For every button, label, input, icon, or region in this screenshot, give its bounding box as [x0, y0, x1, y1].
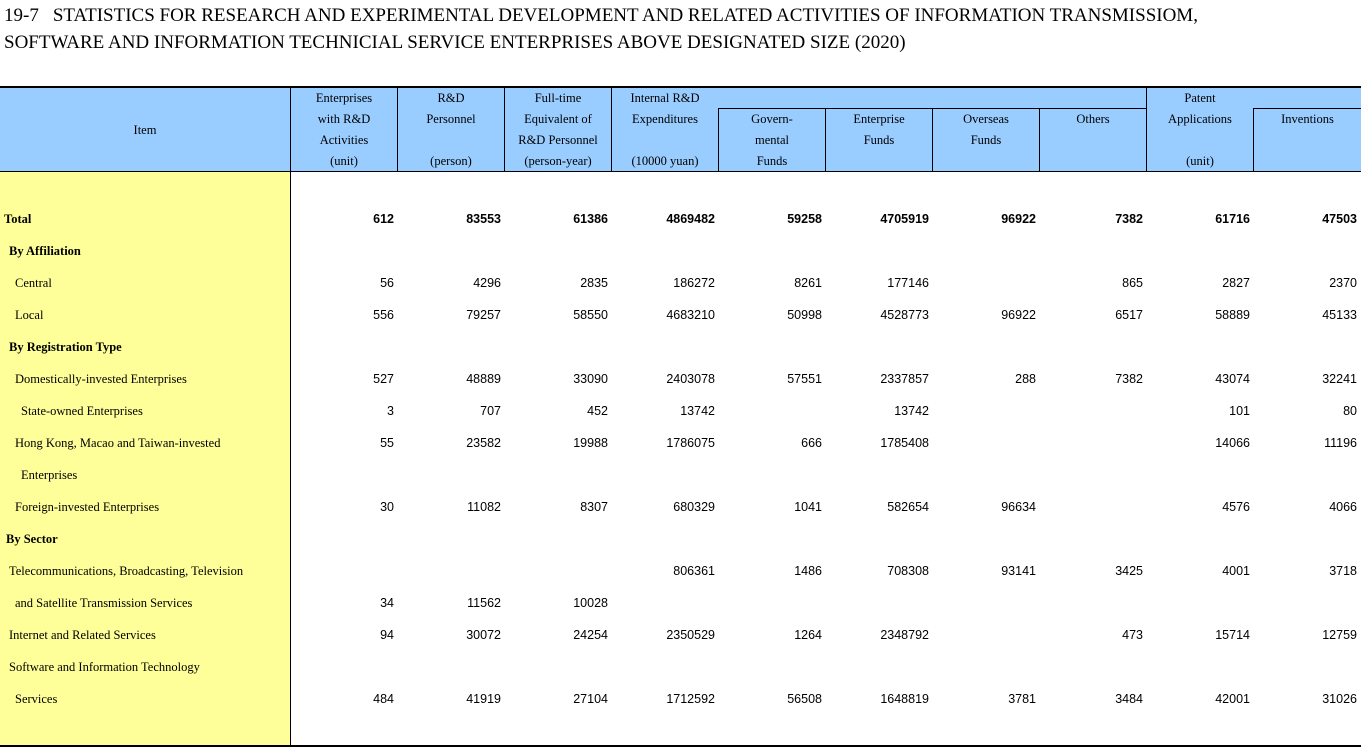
- cell-others: 3425: [1115, 564, 1143, 578]
- row-label: By Registration Type: [9, 340, 122, 354]
- table-row: [0, 235, 1361, 267]
- table-bottom-rule: [0, 745, 1361, 747]
- row-label: Domestically-invested Enterprises: [15, 372, 187, 386]
- cell-enterprises: 484: [373, 692, 394, 706]
- row-label: Local: [15, 308, 44, 322]
- header-others: Others: [1076, 112, 1110, 126]
- cell-inventions: 3718: [1329, 564, 1357, 578]
- cell-inventions: 47503: [1322, 212, 1357, 226]
- cell-others: 7382: [1115, 372, 1143, 386]
- cell-enterprise-funds: 4528773: [880, 308, 929, 322]
- table-row: [0, 331, 1361, 363]
- cell-full-time-equivalent: 8307: [580, 500, 608, 514]
- cell-rd-personnel: 11562: [467, 596, 501, 610]
- cell-rd-personnel: 11082: [467, 500, 501, 514]
- cell-governmental-funds: 1264: [794, 628, 822, 642]
- row-label: By Affiliation: [9, 244, 81, 258]
- cell-enterprise-funds: 4705919: [880, 212, 929, 226]
- cell-enterprise-funds: 2337857: [880, 372, 929, 386]
- cell-governmental-funds: 8261: [794, 276, 822, 290]
- header-enterprises: Enterprises with R&D Activities (unit): [315, 91, 373, 168]
- cell-enterprises: 3: [387, 404, 394, 418]
- cell-governmental-funds: 666: [801, 436, 822, 450]
- cell-overseas-funds: 3781: [1008, 692, 1036, 706]
- cell-internal-expenditures: 1712592: [666, 692, 715, 706]
- cell-inventions: 45133: [1322, 308, 1357, 322]
- row-label: Enterprises: [21, 468, 78, 482]
- cell-inventions: 11196: [1324, 436, 1357, 450]
- header-overseas-funds: Overseas Funds: [963, 112, 1009, 147]
- cell-full-time-equivalent: 58550: [573, 308, 608, 322]
- cell-others: 6517: [1115, 308, 1143, 322]
- header-patent-applications: Patent Applications (unit): [1168, 91, 1232, 168]
- row-label: Services: [15, 692, 58, 706]
- header-internal-expenditures: Internal R&D Expenditures (10000 yuan): [630, 91, 700, 168]
- cell-internal-expenditures: 13742: [680, 404, 715, 418]
- cell-patent-applications: 42001: [1215, 692, 1250, 706]
- table-row: [0, 459, 1361, 491]
- cell-internal-expenditures: 2403078: [666, 372, 715, 386]
- row-label: Central: [15, 276, 52, 290]
- cell-enterprises: 612: [373, 212, 394, 226]
- cell-patent-applications: 61716: [1215, 212, 1250, 226]
- header-full-time-equivalent: Full-time Equivalent of R&D Personnel (person-year): [518, 91, 598, 168]
- cell-governmental-funds: 56508: [787, 692, 822, 706]
- cell-enterprise-funds: 582654: [887, 500, 929, 514]
- cell-governmental-funds: 1041: [794, 500, 822, 514]
- table-row: [0, 683, 1361, 715]
- cell-overseas-funds: 288: [1015, 372, 1036, 386]
- cell-governmental-funds: 1486: [794, 564, 822, 578]
- cell-full-time-equivalent: 10028: [573, 596, 608, 610]
- cell-rd-personnel: 4296: [473, 276, 501, 290]
- cell-internal-expenditures: 1786075: [666, 436, 715, 450]
- table-row: [0, 395, 1361, 427]
- header-governmental-funds: Govern- mental Funds: [751, 112, 793, 168]
- cell-others: 3484: [1115, 692, 1143, 706]
- cell-rd-personnel: 79257: [466, 308, 501, 322]
- cell-patent-applications: 101: [1229, 404, 1250, 418]
- cell-enterprises: 34: [380, 596, 394, 610]
- cell-overseas-funds: 96922: [1001, 308, 1036, 322]
- cell-enterprise-funds: 13742: [894, 404, 929, 418]
- table-row: [0, 427, 1361, 459]
- cell-rd-personnel: 41919: [466, 692, 501, 706]
- cell-patent-applications: 58889: [1215, 308, 1250, 322]
- cell-overseas-funds: 96634: [1001, 500, 1036, 514]
- cell-full-time-equivalent: 452: [587, 404, 608, 418]
- cell-overseas-funds: 96922: [1001, 212, 1036, 226]
- row-label: Total: [4, 212, 32, 226]
- cell-enterprises: 30: [380, 500, 394, 514]
- cell-rd-personnel: 30072: [466, 628, 501, 642]
- table-row: [0, 587, 1361, 619]
- cell-internal-expenditures: 4683210: [666, 308, 715, 322]
- cell-internal-expenditures: 680329: [673, 500, 715, 514]
- table-number: 19-7: [4, 5, 39, 26]
- row-label: Hong Kong, Macao and Taiwan-invested: [15, 436, 221, 450]
- row-label: Software and Information Technology: [9, 660, 200, 674]
- table-row: [0, 523, 1361, 555]
- cell-enterprise-funds: 708308: [887, 564, 929, 578]
- cell-enterprises: 56: [380, 276, 394, 290]
- row-label: Internet and Related Services: [9, 628, 156, 642]
- cell-full-time-equivalent: 27104: [573, 692, 608, 706]
- header-inventions: Inventions: [1281, 112, 1334, 126]
- cell-inventions: 4066: [1329, 500, 1357, 514]
- row-label: Telecommunications, Broadcasting, Television: [9, 564, 244, 578]
- row-label: Foreign-invested Enterprises: [15, 500, 160, 514]
- cell-full-time-equivalent: 24254: [573, 628, 608, 642]
- page-title: [4, 2, 1198, 56]
- cell-patent-applications: 4576: [1222, 500, 1250, 514]
- cell-patent-applications: 43074: [1215, 372, 1250, 386]
- cell-internal-expenditures: 4869482: [666, 212, 715, 226]
- table-row: [0, 555, 1361, 587]
- cell-internal-expenditures: 2350529: [666, 628, 715, 642]
- cell-patent-applications: 15714: [1215, 628, 1250, 642]
- title-line-1: STATISTICS FOR RESEARCH AND EXPERIMENTAL DEVELOPMENT AND RELATED ACTIVITIES OF INFORMATION TRANSMISSIOM,: [52, 5, 1198, 26]
- cell-rd-personnel: 48889: [466, 372, 501, 386]
- cell-rd-personnel: 83553: [466, 212, 501, 226]
- cell-governmental-funds: 59258: [787, 212, 822, 226]
- cell-enterprises: 55: [380, 436, 394, 450]
- cell-rd-personnel: 23582: [466, 436, 501, 450]
- cell-enterprise-funds: 2348792: [880, 628, 929, 642]
- row-label: and Satellite Transmission Services: [15, 596, 193, 610]
- cell-enterprises: 527: [373, 372, 394, 386]
- header-enterprise-funds: Enterprise Funds: [853, 112, 905, 147]
- cell-full-time-equivalent: 2835: [580, 276, 608, 290]
- cell-governmental-funds: 57551: [787, 372, 822, 386]
- statistics-table: [0, 86, 1361, 748]
- cell-others: 7382: [1115, 212, 1143, 226]
- header-item: Item: [133, 123, 157, 137]
- table-row: [0, 651, 1361, 683]
- cell-rd-personnel: 707: [480, 404, 501, 418]
- table-row: [0, 619, 1361, 651]
- table-row: [0, 299, 1361, 331]
- cell-internal-expenditures: 186272: [673, 276, 715, 290]
- header-rd-personnel: R&D Personnel (person): [426, 91, 476, 168]
- cell-full-time-equivalent: 33090: [573, 372, 608, 386]
- cell-overseas-funds: 93141: [1001, 564, 1036, 578]
- cell-enterprise-funds: 1648819: [880, 692, 929, 706]
- cell-inventions: 2370: [1329, 276, 1357, 290]
- cell-inventions: 32241: [1322, 372, 1357, 386]
- row-label: State-owned Enterprises: [21, 404, 143, 418]
- row-label: By Sector: [6, 532, 58, 546]
- cell-enterprises: 556: [373, 308, 394, 322]
- cell-patent-applications: 4001: [1222, 564, 1250, 578]
- cell-patent-applications: 14066: [1215, 436, 1250, 450]
- table-row: [0, 267, 1361, 299]
- cell-others: 473: [1122, 628, 1143, 642]
- cell-enterprise-funds: 177146: [887, 276, 929, 290]
- cell-inventions: 80: [1343, 404, 1357, 418]
- cell-enterprises: 94: [380, 628, 394, 642]
- table-row: [0, 203, 1361, 235]
- cell-governmental-funds: 50998: [787, 308, 822, 322]
- table-row: [0, 363, 1361, 395]
- cell-internal-expenditures: 806361: [673, 564, 715, 578]
- cell-inventions: 12759: [1322, 628, 1357, 642]
- cell-enterprise-funds: 1785408: [880, 436, 929, 450]
- cell-others: 865: [1122, 276, 1143, 290]
- cell-patent-applications: 2827: [1222, 276, 1250, 290]
- table-row: [0, 491, 1361, 523]
- cell-inventions: 31026: [1322, 692, 1357, 706]
- cell-full-time-equivalent: 61386: [573, 212, 608, 226]
- title-line-2: SOFTWARE AND INFORMATION TECHNICIAL SERVICE ENTERPRISES ABOVE DESIGNATED SIZE (2020): [4, 32, 906, 53]
- cell-full-time-equivalent: 19988: [573, 436, 608, 450]
